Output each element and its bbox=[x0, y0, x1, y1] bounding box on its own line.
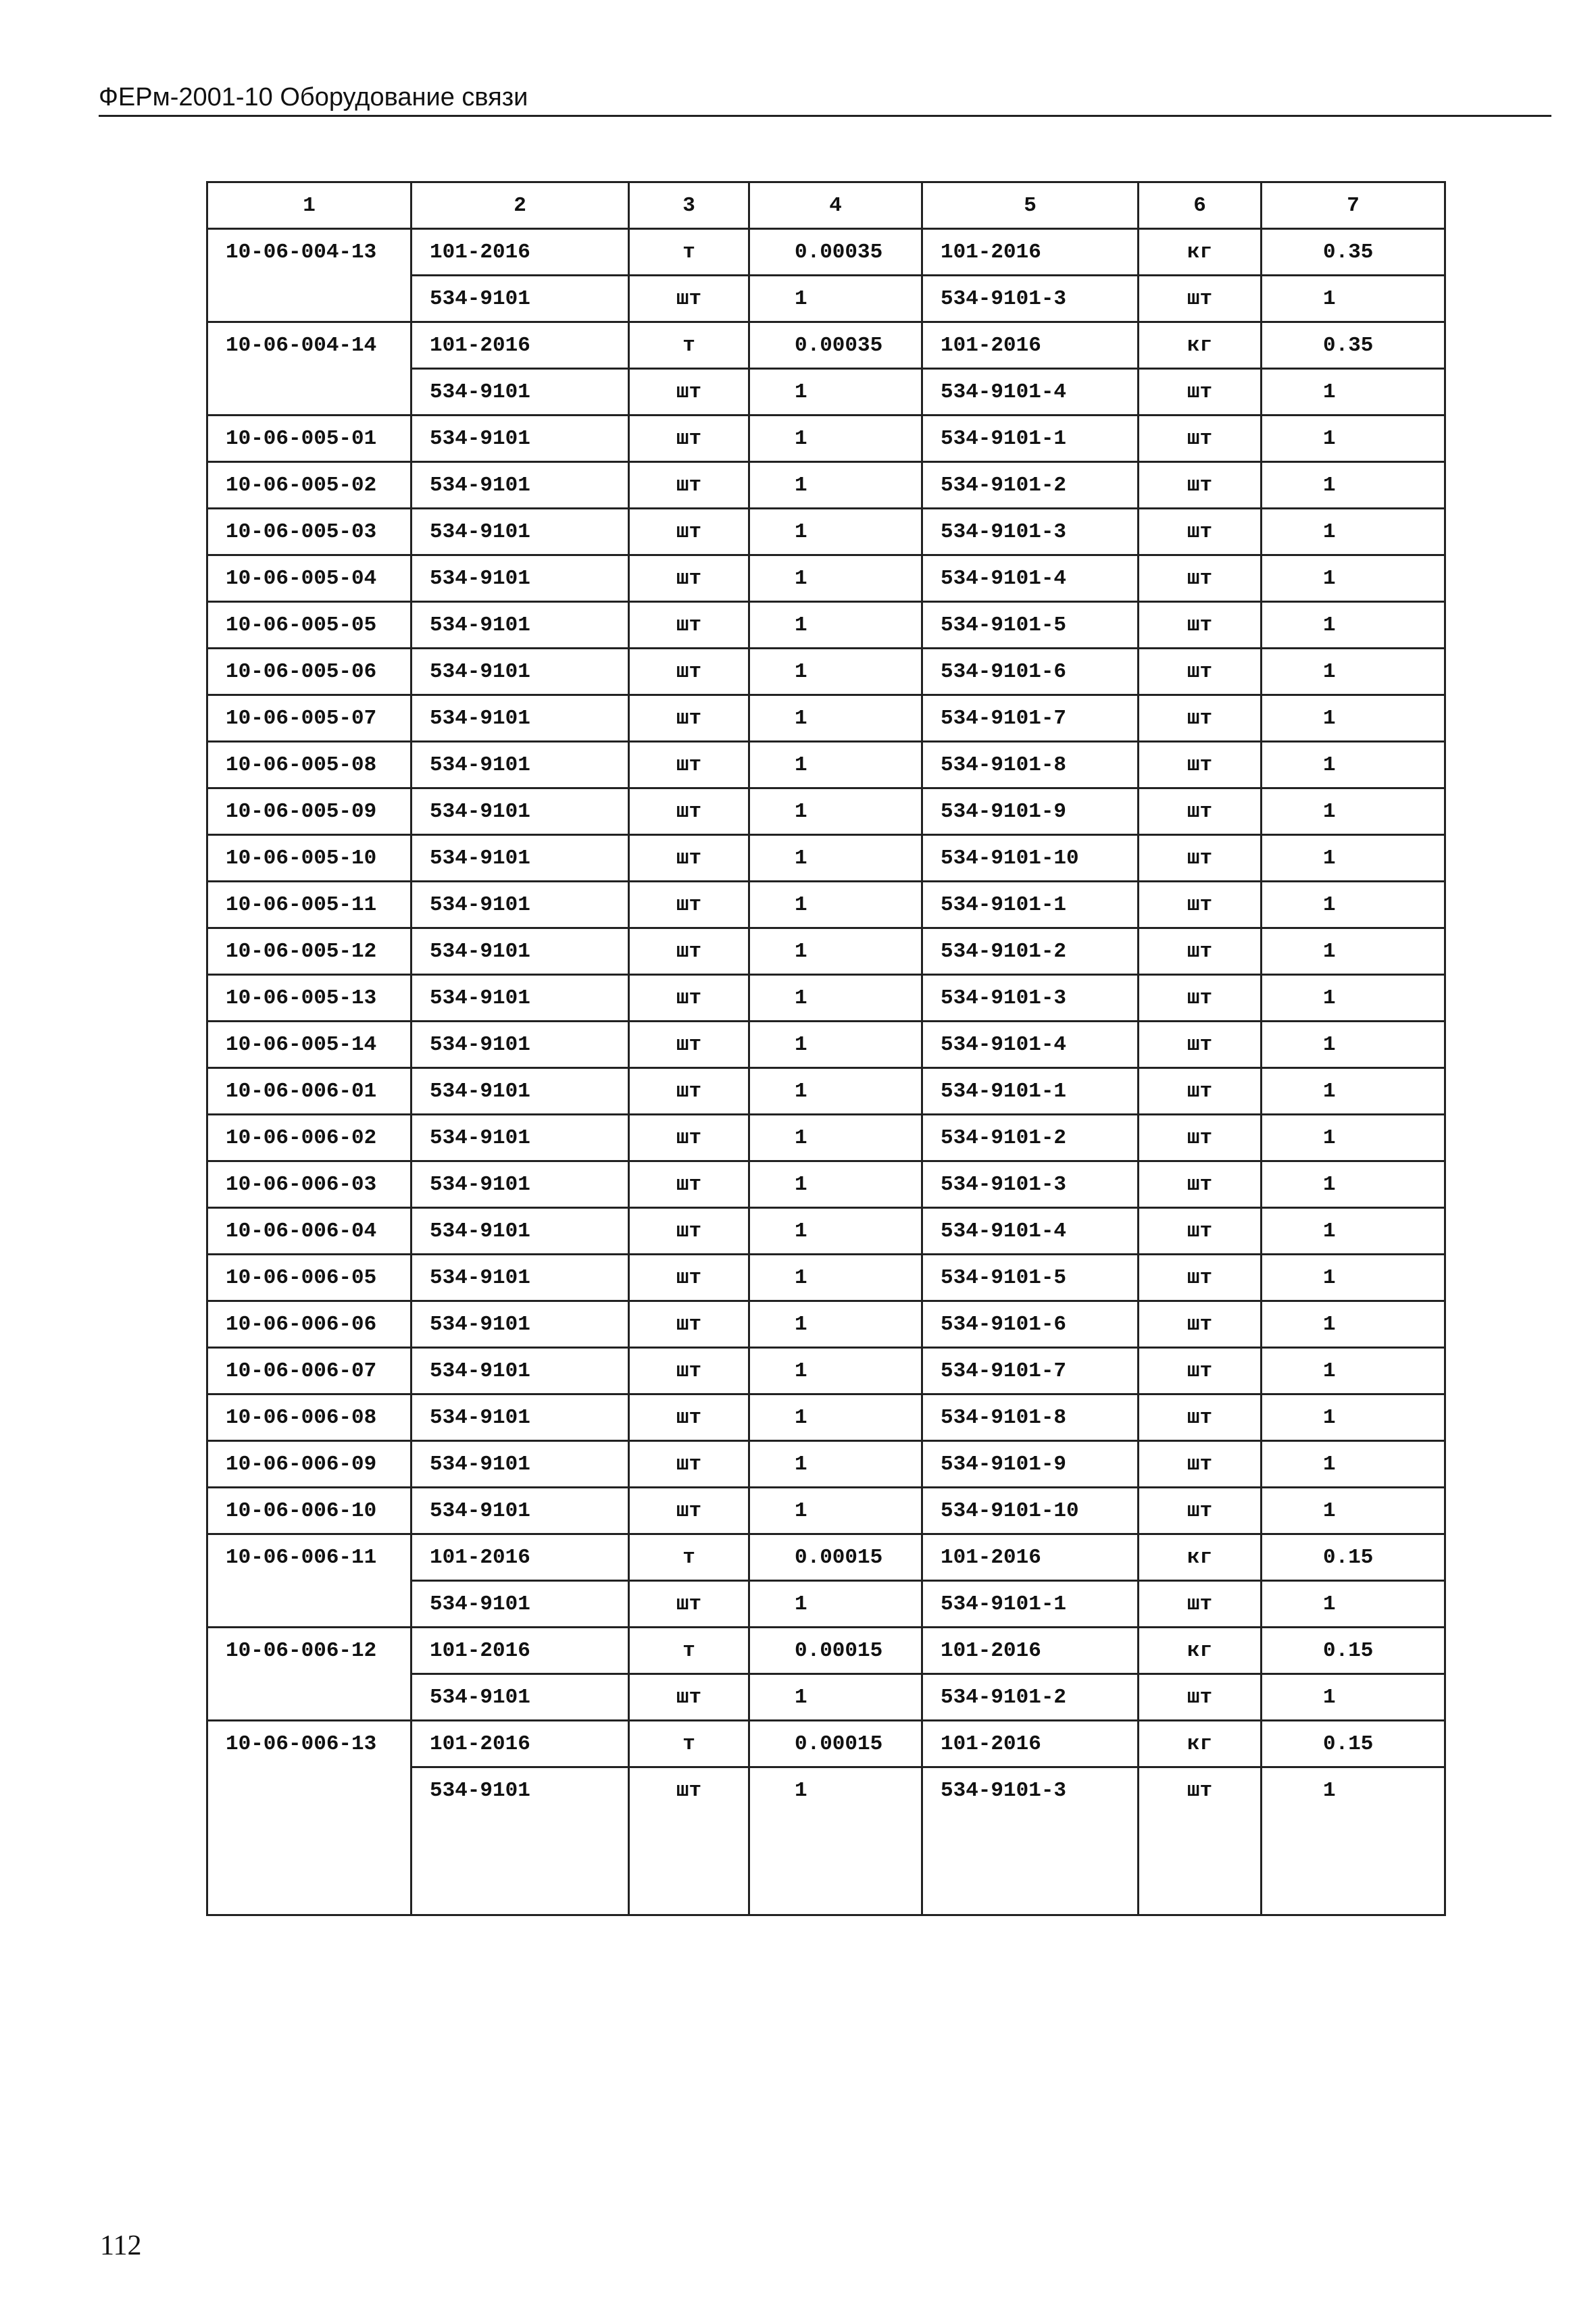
material-code-cell: 534-9101-4 bbox=[922, 1022, 1139, 1068]
quantity-cell: 1 bbox=[1262, 1674, 1445, 1721]
resource-code-cell: 534-9101 bbox=[412, 1161, 629, 1208]
quantity-cell: 0.00015 bbox=[749, 1534, 922, 1581]
unit-cell: шт bbox=[1139, 975, 1262, 1022]
quantity-cell: 1 bbox=[1262, 602, 1445, 649]
table-row bbox=[207, 1115, 1445, 1161]
table-row bbox=[207, 555, 1445, 602]
material-code-cell: 534-9101-9 bbox=[922, 788, 1139, 835]
material-code-cell: 534-9101-3 bbox=[922, 276, 1139, 322]
rate-code-cell: 10-06-005-05 bbox=[207, 602, 412, 649]
unit-cell: кг bbox=[1139, 322, 1262, 369]
resource-code-cell: 101-2016 bbox=[412, 229, 629, 276]
unit-cell: шт bbox=[1139, 369, 1262, 416]
unit-cell: шт bbox=[629, 509, 749, 555]
quantity-cell: 0.00035 bbox=[749, 229, 922, 276]
table-row bbox=[207, 1068, 1445, 1115]
table-row bbox=[207, 928, 1445, 975]
resource-code-cell: 534-9101 bbox=[412, 1441, 629, 1488]
table-row bbox=[207, 322, 1445, 369]
unit-cell: шт bbox=[629, 416, 749, 462]
unit-cell: шт bbox=[1139, 462, 1262, 509]
unit-cell: шт bbox=[1139, 882, 1262, 928]
quantity-cell: 1 bbox=[749, 1208, 922, 1255]
quantity-cell: 1 bbox=[1262, 276, 1445, 322]
quantity-cell: 0.35 bbox=[1262, 322, 1445, 369]
column-header: 6 bbox=[1139, 182, 1262, 229]
quantity-cell: 1 bbox=[749, 742, 922, 788]
table-row bbox=[207, 229, 1445, 276]
rate-code-cell: 10-06-006-05 bbox=[207, 1255, 412, 1301]
material-code-cell: 101-2016 bbox=[922, 1534, 1139, 1581]
resource-code-cell: 534-9101 bbox=[412, 1022, 629, 1068]
unit-cell: шт bbox=[1139, 1161, 1262, 1208]
material-code-cell: 534-9101-10 bbox=[922, 835, 1139, 882]
quantity-cell: 0.15 bbox=[1262, 1534, 1445, 1581]
material-code-cell: 534-9101-2 bbox=[922, 462, 1139, 509]
table-blank-row bbox=[207, 1814, 1445, 1915]
material-code-cell: 101-2016 bbox=[922, 1721, 1139, 1767]
quantity-cell: 1 bbox=[1262, 1115, 1445, 1161]
rate-code-cell: 10-06-005-03 bbox=[207, 509, 412, 555]
page-number: 112 bbox=[100, 2230, 142, 2261]
quantity-cell: 1 bbox=[1262, 1488, 1445, 1534]
quantity-cell: 1 bbox=[749, 1674, 922, 1721]
material-code-cell: 534-9101-2 bbox=[922, 928, 1139, 975]
resource-code-cell: 534-9101 bbox=[412, 928, 629, 975]
column-header: 1 bbox=[207, 182, 412, 229]
quantity-cell: 1 bbox=[1262, 882, 1445, 928]
material-code-cell: 534-9101-6 bbox=[922, 1301, 1139, 1348]
rate-code-cell bbox=[207, 1581, 412, 1628]
unit-cell: шт bbox=[629, 555, 749, 602]
quantity-cell: 1 bbox=[749, 1255, 922, 1301]
unit-cell: шт bbox=[1139, 788, 1262, 835]
unit-cell: т bbox=[629, 322, 749, 369]
rate-code-cell: 10-06-004-13 bbox=[207, 229, 412, 276]
quantity-cell: 1 bbox=[1262, 1348, 1445, 1394]
resource-code-cell: 534-9101 bbox=[412, 1674, 629, 1721]
rate-code-cell: 10-06-005-01 bbox=[207, 416, 412, 462]
rate-code-cell: 10-06-006-10 bbox=[207, 1488, 412, 1534]
quantity-cell: 1 bbox=[1262, 416, 1445, 462]
quantity-cell: 1 bbox=[749, 695, 922, 742]
quantity-cell: 1 bbox=[749, 276, 922, 322]
unit-cell: шт bbox=[629, 649, 749, 695]
resource-code-cell: 534-9101 bbox=[412, 1068, 629, 1115]
resource-code-cell: 534-9101 bbox=[412, 1488, 629, 1534]
rate-code-cell: 10-06-005-09 bbox=[207, 788, 412, 835]
table-row bbox=[207, 742, 1445, 788]
rate-code-cell bbox=[207, 276, 412, 322]
table-row bbox=[207, 462, 1445, 509]
unit-cell: шт bbox=[1139, 1068, 1262, 1115]
table-row bbox=[207, 649, 1445, 695]
material-code-cell: 534-9101-4 bbox=[922, 369, 1139, 416]
table-row bbox=[207, 1301, 1445, 1348]
quantity-cell: 1 bbox=[1262, 649, 1445, 695]
quantity-cell: 1 bbox=[1262, 509, 1445, 555]
rate-code-cell: 10-06-006-02 bbox=[207, 1115, 412, 1161]
resource-code-cell: 534-9101 bbox=[412, 416, 629, 462]
resource-code-cell: 534-9101 bbox=[412, 1767, 629, 1814]
blank-cell bbox=[749, 1814, 922, 1915]
material-code-cell: 534-9101-6 bbox=[922, 649, 1139, 695]
table-row bbox=[207, 882, 1445, 928]
resource-code-cell: 534-9101 bbox=[412, 509, 629, 555]
material-code-cell: 534-9101-7 bbox=[922, 1348, 1139, 1394]
resource-code-cell: 534-9101 bbox=[412, 649, 629, 695]
resource-code-cell: 534-9101 bbox=[412, 462, 629, 509]
unit-cell: шт bbox=[1139, 1208, 1262, 1255]
column-header: 4 bbox=[749, 182, 922, 229]
rate-code-cell: 10-06-005-12 bbox=[207, 928, 412, 975]
unit-cell: шт bbox=[1139, 1767, 1262, 1814]
rate-code-cell bbox=[207, 1767, 412, 1814]
quantity-cell: 1 bbox=[749, 1301, 922, 1348]
material-code-cell: 101-2016 bbox=[922, 1628, 1139, 1674]
unit-cell: шт bbox=[1139, 695, 1262, 742]
material-code-cell: 534-9101-8 bbox=[922, 1394, 1139, 1441]
unit-cell: шт bbox=[629, 788, 749, 835]
quantity-cell: 1 bbox=[749, 649, 922, 695]
unit-cell: т bbox=[629, 1721, 749, 1767]
material-code-cell: 534-9101-10 bbox=[922, 1488, 1139, 1534]
quantity-cell: 0.35 bbox=[1262, 229, 1445, 276]
material-code-cell: 534-9101-1 bbox=[922, 416, 1139, 462]
table-row bbox=[207, 1441, 1445, 1488]
resource-code-cell: 534-9101 bbox=[412, 1255, 629, 1301]
quantity-cell: 1 bbox=[749, 555, 922, 602]
resource-code-cell: 534-9101 bbox=[412, 1301, 629, 1348]
quantity-cell: 0.00015 bbox=[749, 1628, 922, 1674]
rate-code-cell: 10-06-005-02 bbox=[207, 462, 412, 509]
unit-cell: шт bbox=[629, 975, 749, 1022]
quantity-cell: 1 bbox=[749, 416, 922, 462]
table-row bbox=[207, 975, 1445, 1022]
table-row bbox=[207, 369, 1445, 416]
material-code-cell: 534-9101-8 bbox=[922, 742, 1139, 788]
resource-code-cell: 101-2016 bbox=[412, 1721, 629, 1767]
material-code-cell: 534-9101-1 bbox=[922, 882, 1139, 928]
unit-cell: шт bbox=[1139, 1348, 1262, 1394]
table-row bbox=[207, 1161, 1445, 1208]
table-row bbox=[207, 1022, 1445, 1068]
quantity-cell: 1 bbox=[1262, 835, 1445, 882]
unit-cell: шт bbox=[1139, 1581, 1262, 1628]
blank-cell bbox=[1139, 1814, 1262, 1915]
quantity-cell: 1 bbox=[749, 1348, 922, 1394]
material-code-cell: 534-9101-3 bbox=[922, 509, 1139, 555]
table-row bbox=[207, 835, 1445, 882]
unit-cell: шт bbox=[629, 1255, 749, 1301]
unit-cell: шт bbox=[629, 1348, 749, 1394]
quantity-cell: 1 bbox=[1262, 1022, 1445, 1068]
rate-code-cell: 10-06-006-09 bbox=[207, 1441, 412, 1488]
quantity-cell: 1 bbox=[1262, 462, 1445, 509]
quantity-cell: 0.00035 bbox=[749, 322, 922, 369]
quantity-cell: 1 bbox=[749, 369, 922, 416]
table-header-row bbox=[207, 182, 1445, 229]
resource-table bbox=[206, 181, 1446, 1916]
unit-cell: шт bbox=[629, 1767, 749, 1814]
unit-cell: шт bbox=[1139, 276, 1262, 322]
rate-code-cell: 10-06-006-13 bbox=[207, 1721, 412, 1767]
unit-cell: шт bbox=[629, 1301, 749, 1348]
blank-cell bbox=[207, 1814, 412, 1915]
resource-code-cell: 101-2016 bbox=[412, 1628, 629, 1674]
quantity-cell: 1 bbox=[1262, 1208, 1445, 1255]
resource-code-cell: 534-9101 bbox=[412, 882, 629, 928]
quantity-cell: 1 bbox=[1262, 1161, 1445, 1208]
quantity-cell: 1 bbox=[1262, 742, 1445, 788]
rate-code-cell bbox=[207, 369, 412, 416]
rate-code-cell: 10-06-006-06 bbox=[207, 1301, 412, 1348]
material-code-cell: 534-9101-4 bbox=[922, 555, 1139, 602]
unit-cell: шт bbox=[1139, 1115, 1262, 1161]
unit-cell: т bbox=[629, 1534, 749, 1581]
rate-code-cell: 10-06-006-01 bbox=[207, 1068, 412, 1115]
table-row bbox=[207, 1394, 1445, 1441]
unit-cell: шт bbox=[1139, 509, 1262, 555]
rate-code-cell: 10-06-005-10 bbox=[207, 835, 412, 882]
quantity-cell: 1 bbox=[1262, 555, 1445, 602]
quantity-cell: 0.15 bbox=[1262, 1721, 1445, 1767]
material-code-cell: 534-9101-1 bbox=[922, 1581, 1139, 1628]
material-code-cell: 534-9101-3 bbox=[922, 1161, 1139, 1208]
quantity-cell: 1 bbox=[1262, 788, 1445, 835]
unit-cell: шт bbox=[1139, 1022, 1262, 1068]
quantity-cell: 1 bbox=[1262, 1301, 1445, 1348]
running-header: ФЕРм-2001-10 Оборудование связи bbox=[99, 82, 1551, 117]
quantity-cell: 1 bbox=[749, 509, 922, 555]
table-row bbox=[207, 1721, 1445, 1767]
unit-cell: т bbox=[629, 1628, 749, 1674]
quantity-cell: 1 bbox=[749, 1441, 922, 1488]
rate-code-cell: 10-06-005-04 bbox=[207, 555, 412, 602]
unit-cell: шт bbox=[629, 1068, 749, 1115]
quantity-cell: 1 bbox=[1262, 1255, 1445, 1301]
rate-code-cell: 10-06-005-14 bbox=[207, 1022, 412, 1068]
quantity-cell: 1 bbox=[1262, 1394, 1445, 1441]
unit-cell: шт bbox=[629, 1488, 749, 1534]
resource-code-cell: 534-9101 bbox=[412, 835, 629, 882]
table-row bbox=[207, 1628, 1445, 1674]
unit-cell: шт bbox=[629, 835, 749, 882]
unit-cell: т bbox=[629, 229, 749, 276]
unit-cell: шт bbox=[629, 276, 749, 322]
material-code-cell: 534-9101-2 bbox=[922, 1674, 1139, 1721]
blank-cell bbox=[629, 1814, 749, 1915]
unit-cell: кг bbox=[1139, 1628, 1262, 1674]
quantity-cell: 1 bbox=[749, 462, 922, 509]
quantity-cell: 1 bbox=[749, 788, 922, 835]
rate-code-cell: 10-06-005-06 bbox=[207, 649, 412, 695]
unit-cell: шт bbox=[1139, 649, 1262, 695]
material-code-cell: 534-9101-5 bbox=[922, 1255, 1139, 1301]
unit-cell: шт bbox=[629, 882, 749, 928]
material-code-cell: 534-9101-3 bbox=[922, 975, 1139, 1022]
unit-cell: шт bbox=[1139, 742, 1262, 788]
material-code-cell: 534-9101-2 bbox=[922, 1115, 1139, 1161]
table-row bbox=[207, 1674, 1445, 1721]
table-row bbox=[207, 788, 1445, 835]
material-code-cell: 101-2016 bbox=[922, 322, 1139, 369]
resource-code-cell: 534-9101 bbox=[412, 602, 629, 649]
quantity-cell: 1 bbox=[749, 1161, 922, 1208]
unit-cell: шт bbox=[1139, 416, 1262, 462]
resource-code-cell: 534-9101 bbox=[412, 1208, 629, 1255]
column-header: 7 bbox=[1262, 182, 1445, 229]
unit-cell: шт bbox=[1139, 928, 1262, 975]
quantity-cell: 1 bbox=[749, 1022, 922, 1068]
quantity-cell: 1 bbox=[1262, 1441, 1445, 1488]
blank-cell bbox=[1262, 1814, 1445, 1915]
material-code-cell: 534-9101-4 bbox=[922, 1208, 1139, 1255]
unit-cell: шт bbox=[629, 1208, 749, 1255]
blank-cell bbox=[922, 1814, 1139, 1915]
table-row bbox=[207, 509, 1445, 555]
unit-cell: шт bbox=[629, 1022, 749, 1068]
quantity-cell: 1 bbox=[749, 975, 922, 1022]
unit-cell: шт bbox=[1139, 1441, 1262, 1488]
quantity-cell: 1 bbox=[749, 928, 922, 975]
unit-cell: шт bbox=[1139, 1255, 1262, 1301]
material-code-cell: 534-9101-1 bbox=[922, 1068, 1139, 1115]
rate-code-cell: 10-06-005-07 bbox=[207, 695, 412, 742]
quantity-cell: 1 bbox=[1262, 369, 1445, 416]
resource-code-cell: 534-9101 bbox=[412, 1581, 629, 1628]
unit-cell: шт bbox=[629, 1441, 749, 1488]
quantity-cell: 1 bbox=[749, 1394, 922, 1441]
table-row bbox=[207, 1208, 1445, 1255]
unit-cell: шт bbox=[629, 1581, 749, 1628]
material-code-cell: 534-9101-5 bbox=[922, 602, 1139, 649]
column-header: 3 bbox=[629, 182, 749, 229]
resource-code-cell: 534-9101 bbox=[412, 1348, 629, 1394]
table-body bbox=[207, 182, 1445, 1915]
blank-cell bbox=[412, 1814, 629, 1915]
unit-cell: шт bbox=[1139, 1674, 1262, 1721]
table-row bbox=[207, 602, 1445, 649]
table-row bbox=[207, 1767, 1445, 1814]
resource-code-cell: 534-9101 bbox=[412, 975, 629, 1022]
quantity-cell: 1 bbox=[749, 1581, 922, 1628]
resource-code-cell: 101-2016 bbox=[412, 322, 629, 369]
table-row bbox=[207, 1534, 1445, 1581]
rate-code-cell: 10-06-004-14 bbox=[207, 322, 412, 369]
unit-cell: шт bbox=[1139, 1488, 1262, 1534]
column-header: 2 bbox=[412, 182, 629, 229]
unit-cell: кг bbox=[1139, 1721, 1262, 1767]
resource-code-cell: 101-2016 bbox=[412, 1534, 629, 1581]
unit-cell: шт bbox=[629, 602, 749, 649]
quantity-cell: 1 bbox=[1262, 695, 1445, 742]
rate-code-cell: 10-06-006-12 bbox=[207, 1628, 412, 1674]
rate-code-cell: 10-06-006-11 bbox=[207, 1534, 412, 1581]
unit-cell: шт bbox=[1139, 555, 1262, 602]
table-row bbox=[207, 1255, 1445, 1301]
rate-code-cell: 10-06-006-07 bbox=[207, 1348, 412, 1394]
material-code-cell: 534-9101-3 bbox=[922, 1767, 1139, 1814]
resource-code-cell: 534-9101 bbox=[412, 1115, 629, 1161]
unit-cell: шт bbox=[1139, 835, 1262, 882]
quantity-cell: 1 bbox=[1262, 1581, 1445, 1628]
unit-cell: шт bbox=[629, 1115, 749, 1161]
rate-code-cell: 10-06-005-08 bbox=[207, 742, 412, 788]
unit-cell: шт bbox=[1139, 1394, 1262, 1441]
unit-cell: шт bbox=[629, 742, 749, 788]
resource-code-cell: 534-9101 bbox=[412, 742, 629, 788]
rate-code-cell: 10-06-006-08 bbox=[207, 1394, 412, 1441]
rate-code-cell: 10-06-005-11 bbox=[207, 882, 412, 928]
unit-cell: шт bbox=[629, 695, 749, 742]
table-row bbox=[207, 416, 1445, 462]
rate-code-cell: 10-06-005-13 bbox=[207, 975, 412, 1022]
unit-cell: шт bbox=[629, 462, 749, 509]
table-row bbox=[207, 1348, 1445, 1394]
unit-cell: шт bbox=[629, 1394, 749, 1441]
unit-cell: кг bbox=[1139, 1534, 1262, 1581]
quantity-cell: 1 bbox=[749, 1068, 922, 1115]
unit-cell: шт bbox=[1139, 1301, 1262, 1348]
unit-cell: шт bbox=[629, 369, 749, 416]
unit-cell: шт bbox=[1139, 602, 1262, 649]
table-row bbox=[207, 1581, 1445, 1628]
resource-code-cell: 534-9101 bbox=[412, 555, 629, 602]
rate-code-cell bbox=[207, 1674, 412, 1721]
unit-cell: шт bbox=[629, 928, 749, 975]
quantity-cell: 1 bbox=[749, 1115, 922, 1161]
quantity-cell: 1 bbox=[749, 1488, 922, 1534]
resource-code-cell: 534-9101 bbox=[412, 1394, 629, 1441]
resource-code-cell: 534-9101 bbox=[412, 369, 629, 416]
table-row bbox=[207, 276, 1445, 322]
resource-code-cell: 534-9101 bbox=[412, 276, 629, 322]
unit-cell: кг bbox=[1139, 229, 1262, 276]
material-code-cell: 101-2016 bbox=[922, 229, 1139, 276]
quantity-cell: 1 bbox=[749, 835, 922, 882]
quantity-cell: 1 bbox=[749, 882, 922, 928]
unit-cell: шт bbox=[629, 1674, 749, 1721]
quantity-cell: 1 bbox=[1262, 975, 1445, 1022]
quantity-cell: 1 bbox=[1262, 928, 1445, 975]
material-code-cell: 534-9101-9 bbox=[922, 1441, 1139, 1488]
resource-code-cell: 534-9101 bbox=[412, 695, 629, 742]
quantity-cell: 0.15 bbox=[1262, 1628, 1445, 1674]
table-row bbox=[207, 1488, 1445, 1534]
quantity-cell: 0.00015 bbox=[749, 1721, 922, 1767]
quantity-cell: 1 bbox=[749, 1767, 922, 1814]
quantity-cell: 1 bbox=[1262, 1068, 1445, 1115]
material-code-cell: 534-9101-7 bbox=[922, 695, 1139, 742]
rate-code-cell: 10-06-006-03 bbox=[207, 1161, 412, 1208]
column-header: 5 bbox=[922, 182, 1139, 229]
resource-code-cell: 534-9101 bbox=[412, 788, 629, 835]
unit-cell: шт bbox=[629, 1161, 749, 1208]
rate-code-cell: 10-06-006-04 bbox=[207, 1208, 412, 1255]
table-row bbox=[207, 695, 1445, 742]
quantity-cell: 1 bbox=[749, 602, 922, 649]
quantity-cell: 1 bbox=[1262, 1767, 1445, 1814]
